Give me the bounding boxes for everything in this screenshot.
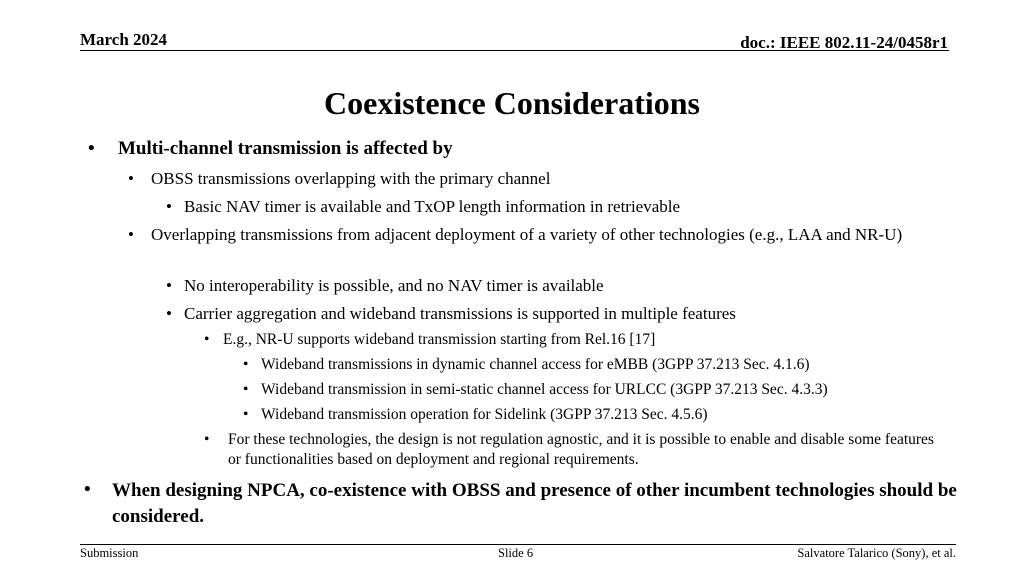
bullet-level2	[128, 168, 948, 190]
footer-authors: Salvatore Talarico (Sony), et al.	[797, 546, 956, 560]
bullet-text: Wideband transmission operation for Sidelink (3GPP 37.213 Sec. 4.5.6)	[261, 406, 708, 423]
bullet-text: E.g., NR-U supports wideband transmission starting from Rel.16 [17]	[223, 331, 656, 348]
bullet-level1	[88, 137, 948, 161]
bullet-glyph: •	[166, 197, 172, 216]
bullet-glyph: •	[243, 406, 249, 423]
footer-submission: Submission	[80, 546, 139, 560]
bullet-glyph: •	[243, 381, 249, 398]
bullet-text: Wideband transmission in semi-static channel access for URLCC (3GPP 37.213 Sec. 4.3.3)	[261, 381, 828, 398]
bullet-glyph: •	[88, 138, 95, 159]
bullet-level5	[243, 380, 943, 400]
bullet-text: When designing NPCA, co-existence with OBSS and presence of other incumbent technologies should be considered.	[112, 480, 957, 527]
bullet-glyph: •	[166, 276, 172, 295]
bullet-glyph: •	[84, 479, 91, 500]
bullet-text: OBSS transmissions overlapping with the primary channel	[151, 169, 551, 188]
bullet-level3	[166, 303, 946, 325]
bullet-text: Carrier aggregation and wideband transmissions is supported in multiple features	[184, 304, 736, 323]
bullet-text: Wideband transmissions in dynamic channel access for eMBB (3GPP 37.213 Sec. 4.1.6)	[261, 356, 810, 373]
bullet-level5	[243, 355, 943, 375]
bullet-glyph: •	[128, 225, 134, 244]
bullet-glyph: •	[243, 356, 249, 373]
bullet-level4	[204, 430, 940, 470]
header-date: March 2024	[80, 30, 168, 49]
bullet-glyph: •	[128, 169, 134, 188]
bullet-text: No interoperability is possible, and no NAV timer is available	[184, 276, 604, 295]
header-doc-id: doc.: IEEE 802.11-24/0458r1	[740, 33, 948, 52]
bullet-text: Overlapping transmissions from adjacent deployment of a variety of other technologies (e.g., LAA and NR-U)	[151, 225, 903, 244]
bullet-glyph: •	[204, 331, 210, 348]
bullet-level3	[166, 275, 946, 297]
bullet-text: For these technologies, the design is not regulation agnostic, and it is possible to enable and disable some features or functionalities based on deployment and regional requirements.	[228, 431, 934, 468]
bullet-level4	[204, 330, 944, 350]
bullet-level1	[84, 478, 974, 530]
bullet-glyph: •	[204, 431, 210, 448]
bullet-text: Multi-channel transmission is affected by	[118, 138, 453, 159]
footer-slide-number: Slide 6	[498, 546, 534, 560]
footer-divider	[80, 544, 956, 545]
slide-title: Coexistence Considerations	[324, 85, 700, 121]
header-divider	[80, 50, 949, 51]
bullet-level5	[243, 405, 943, 425]
bullet-level3	[166, 196, 946, 218]
bullet-level2	[128, 224, 948, 246]
bullet-glyph: •	[166, 304, 172, 323]
bullet-text: Basic NAV timer is available and TxOP length information in retrievable	[184, 197, 681, 216]
